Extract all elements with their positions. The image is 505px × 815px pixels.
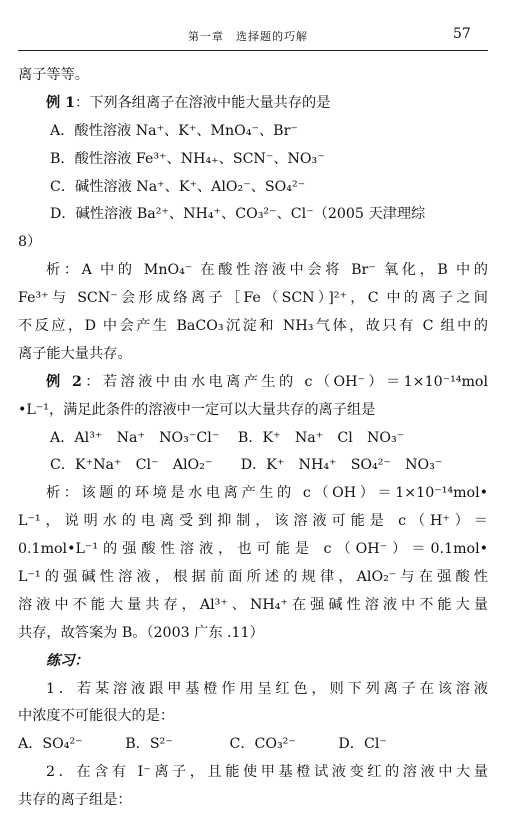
chapter-title: 第一章 选择题的巧解	[188, 30, 308, 43]
ex1-title-label: 例 1	[46, 94, 75, 111]
ex2-analysis-5	[18, 592, 488, 620]
page-header	[0, 26, 505, 48]
practice-q1-options-text: A．SO₄²⁻ B．S²⁻ C．CO₃²⁻ D．Cl⁻	[18, 736, 387, 753]
ex1-analysis-3	[18, 313, 488, 341]
ex2-analysis-1	[18, 480, 488, 508]
ex2-analysis-6	[18, 620, 488, 648]
practice-q2-1-text: 2．在含有 I⁻离子，且能使甲基橙试液变红的溶液中大量	[46, 764, 488, 781]
intro-line-text: 离子等等。	[18, 67, 89, 83]
ex1-option-a	[18, 118, 488, 146]
ex1-option-d	[18, 201, 488, 229]
page-body	[18, 62, 488, 815]
practice-q1-1	[18, 676, 488, 704]
ex1-analysis-1-text: 析：A 中的 MnO₄⁻ 在酸性溶液中会将 Br⁻ 氧化，B 中的	[46, 262, 488, 279]
ex2-options-cd-text: C．K⁺Na⁺ Cl⁻ AlO₂⁻ D．K⁺ NH₄⁺ SO₄²⁻ NO₃⁻	[50, 457, 443, 474]
practice-q1-2-text: 中浓度不可能很大的是：	[18, 708, 175, 725]
ex2-analysis-3	[18, 536, 488, 564]
ex1-analysis-3-text: 不反应，D 中会产生 BaCO₃沉淀和 NH₃气体，故只有 C 组中的	[18, 318, 488, 335]
ex2-analysis-5-text: 溶液中不能大量共存，Al³⁺、NH₄⁺在强碱性溶液中不能大量	[18, 596, 488, 613]
header-rule	[18, 50, 488, 51]
ex2-options-ab-text: A．Al³⁺ Na⁺ NO₃⁻Cl⁻ B．K⁺ Na⁺ Cl NO₃⁻	[50, 429, 405, 446]
practice-q1-2	[18, 703, 488, 731]
ex2-analysis-1-text: 析：该题的环境是水电离产生的 c（OH）＝1×10⁻¹⁴mol•	[46, 485, 488, 502]
ex2-title-cont-text: •L⁻¹，满足此条件的溶液中一定可以大量共存的离子组是	[18, 401, 376, 418]
ex1-title	[18, 90, 488, 118]
ex2-analysis-4-text: L⁻¹的强碱性溶液，根据前面所述的规律，AlO₂⁻与在强酸性	[18, 569, 488, 586]
ex2-analysis-6-text: 共存，故答案为 B。（2003 广东 .11）	[18, 624, 264, 641]
ex1-option-d-text: D．碱性溶液 Ba²⁺、NH₄⁺、CO₃²⁻、Cl⁻（2005 天津理综	[50, 206, 426, 223]
ex1-option-a-text: A．酸性溶液 Na⁺、K⁺、MnO₄⁻、Br⁻	[50, 122, 298, 139]
page-number: 57	[453, 26, 471, 42]
ex1-option-d-cont-text: 8）	[18, 234, 42, 251]
ex1-analysis-1	[18, 257, 488, 285]
ex1-analysis-4-text: 离子能大量共存。	[18, 345, 132, 362]
ex1-option-b	[18, 146, 488, 174]
ex2-analysis-4	[18, 564, 488, 592]
ex2-analysis-2	[18, 508, 488, 536]
practice-q2-2	[18, 787, 488, 815]
ex2-options-ab	[18, 425, 488, 453]
ex1-option-b-text: B．酸性溶液 Fe³⁺、NH₄₊、SCN⁻、NO₃⁻	[50, 150, 325, 167]
practice-q2-2-text: 共存的离子组是：	[18, 792, 132, 809]
ex2-title-text: ：若溶液中由水电离产生的 c（OH⁻）＝1×10⁻¹⁴mol	[81, 373, 489, 390]
ex1-option-c-text: C．碱性溶液 Na⁺、K⁺、AlO₂⁻、SO₄²⁻	[50, 178, 306, 195]
practice-heading	[18, 648, 488, 676]
practice-heading-text: 练习：	[46, 652, 89, 669]
ex2-options-cd	[18, 452, 488, 480]
ex1-analysis-4	[18, 341, 488, 369]
ex2-title-label: 例 2	[46, 373, 82, 390]
ex2-title-cont	[18, 397, 488, 425]
ex1-title-text: ：下列各组离子在溶液中能大量共存的是	[75, 94, 331, 111]
practice-q1-1-text: 1．若某溶液跟甲基橙作用呈红色，则下列离子在该溶液	[46, 680, 488, 697]
ex1-analysis-2	[18, 285, 488, 313]
ex2-title	[18, 369, 488, 397]
practice-q2-1	[18, 759, 488, 787]
ex1-analysis-2-text: Fe³⁺与 SCN⁻会形成络离子［Fe（SCN）]²⁺，C 中的离子之间	[18, 290, 488, 307]
ex1-option-d-cont	[18, 229, 488, 257]
ex1-option-c	[18, 174, 488, 202]
practice-q1-options	[18, 731, 488, 759]
intro-line	[18, 62, 488, 90]
ex2-analysis-2-text: L⁻¹，说明水的电离受到抑制，该溶液可能是 c（H⁺）＝	[18, 513, 488, 530]
ex2-analysis-3-text: 0.1mol•L⁻¹的强酸性溶液，也可能是 c（OH⁻）＝0.1mol•	[18, 541, 488, 558]
